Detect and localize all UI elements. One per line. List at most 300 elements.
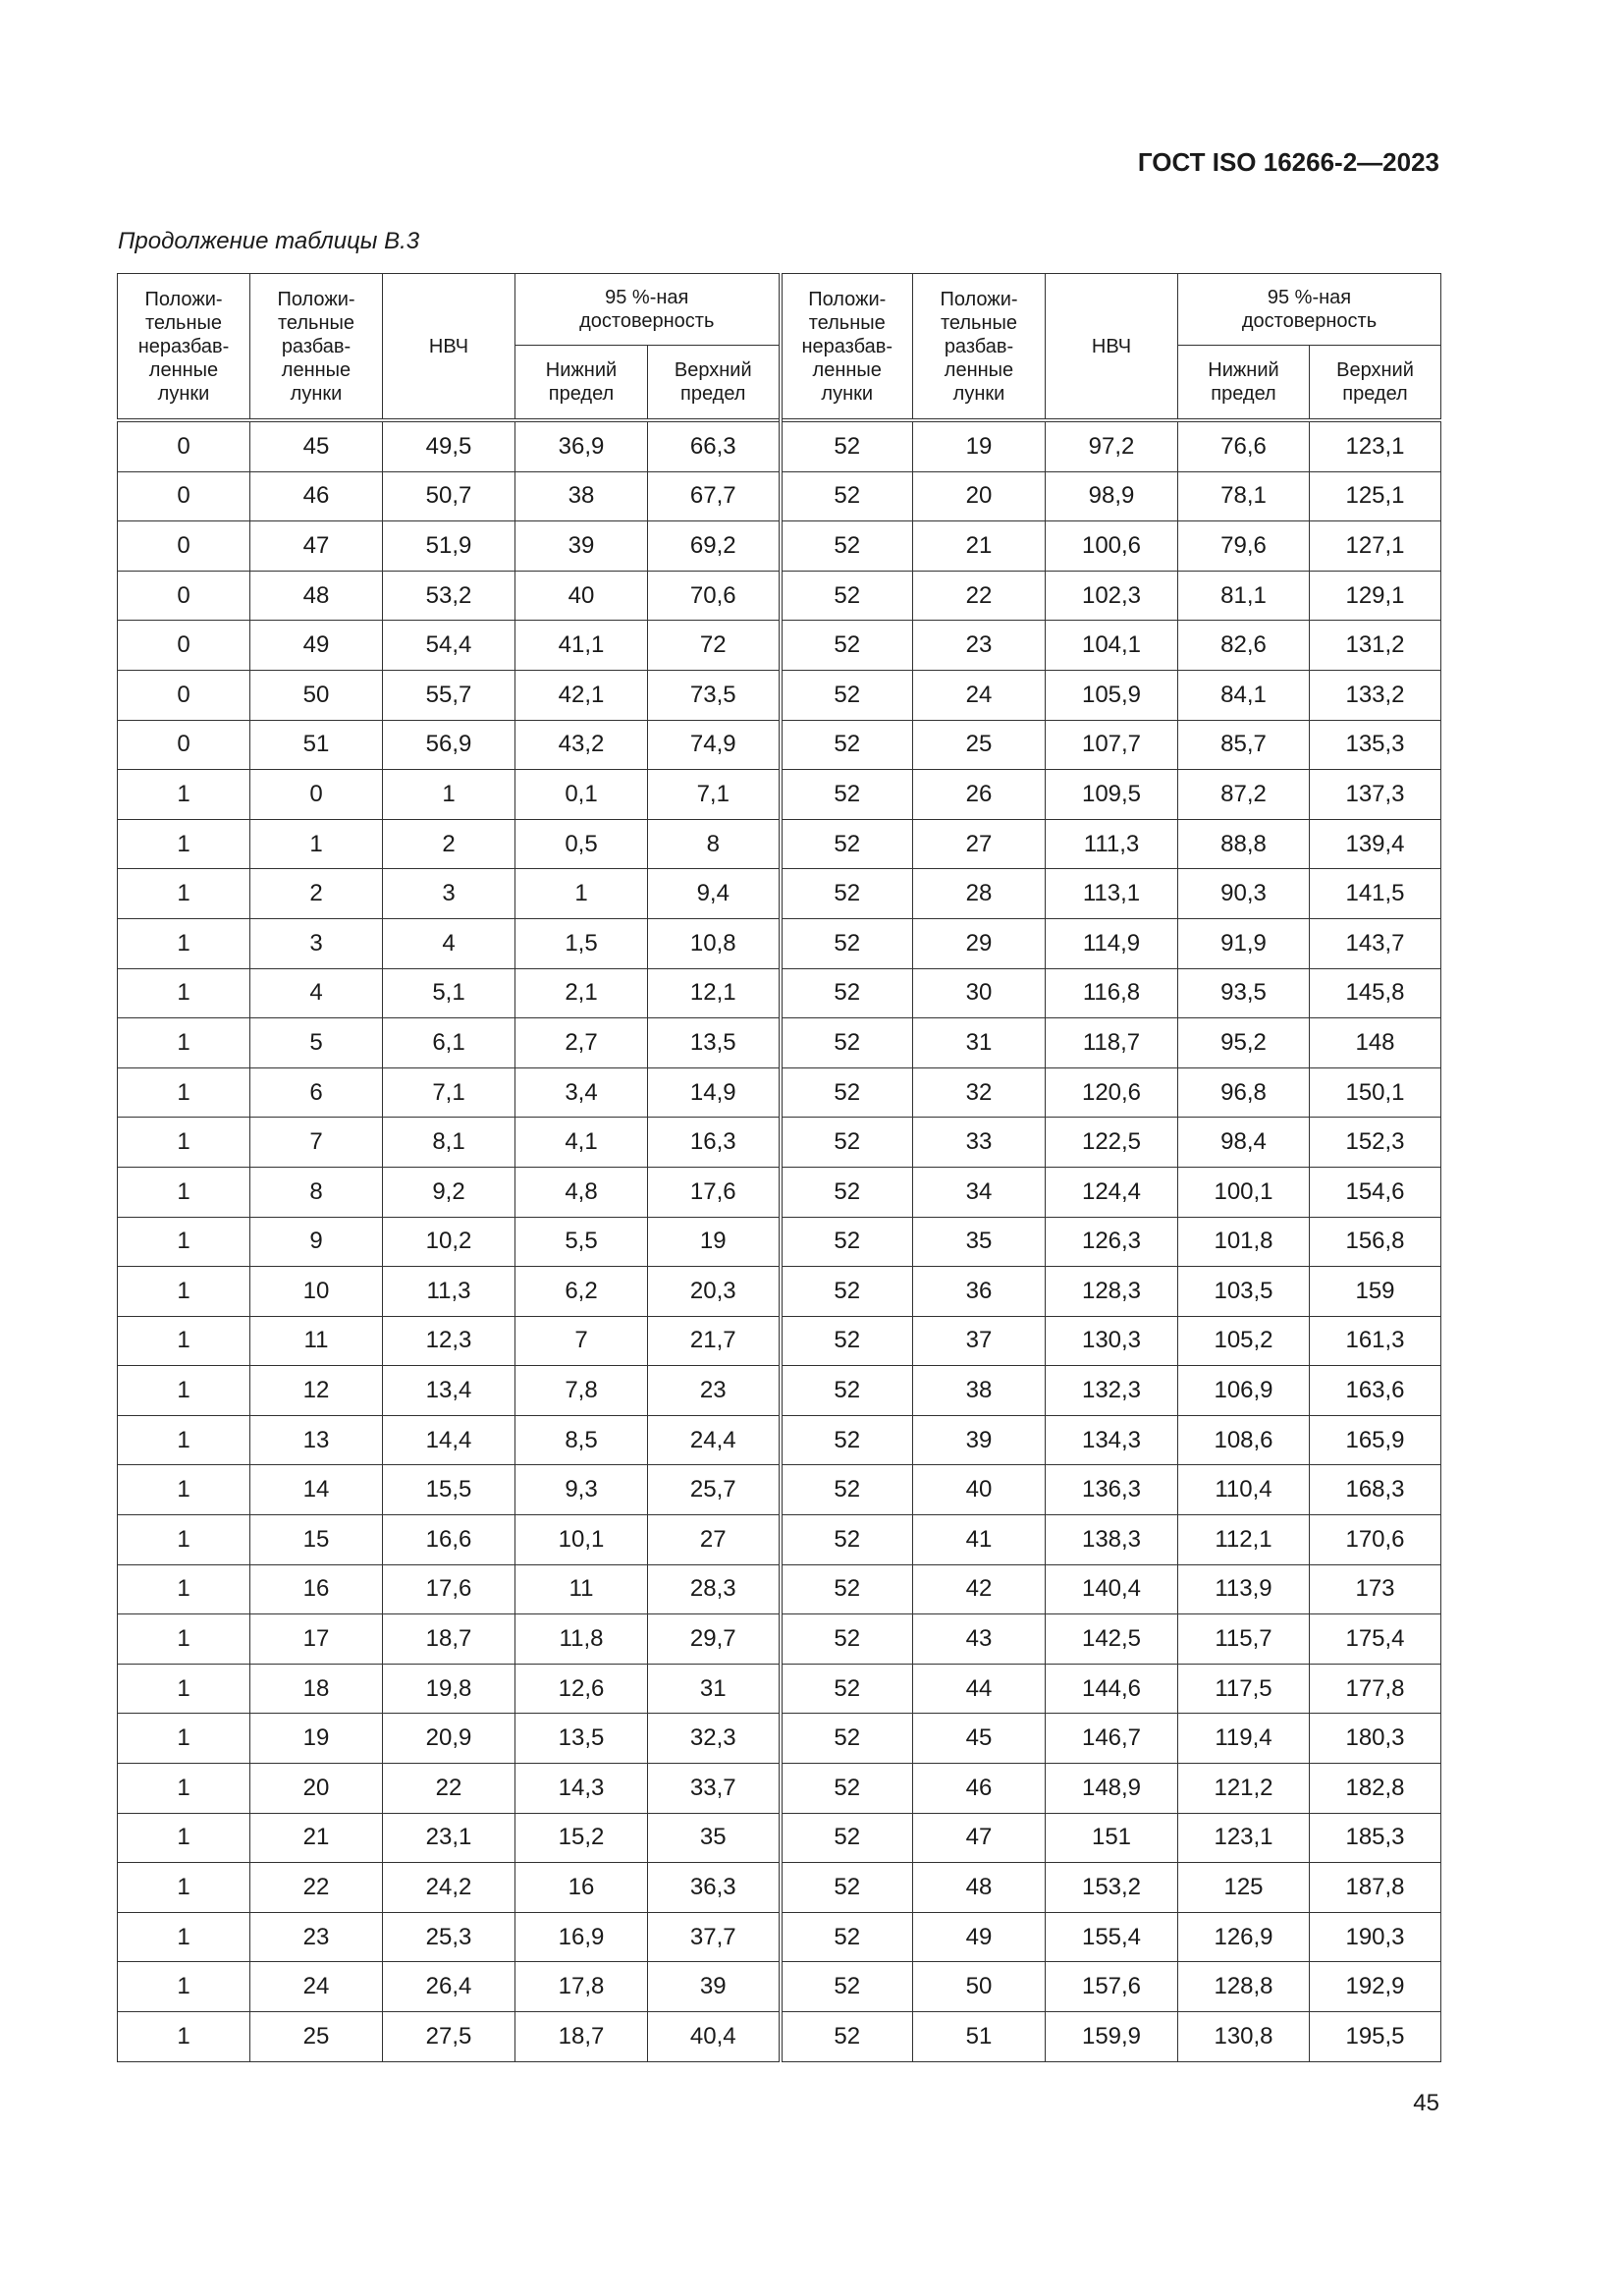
table-cell: 27 — [648, 1515, 781, 1565]
table-cell: 24 — [250, 1962, 383, 2012]
table-cell: 1 — [118, 770, 250, 820]
table-cell: 9,4 — [648, 869, 781, 919]
table-cell: 1 — [118, 1267, 250, 1317]
table-cell: 115,7 — [1178, 1614, 1310, 1665]
table-cell: 1 — [118, 1217, 250, 1267]
table-cell: 3 — [383, 869, 515, 919]
table-cell: 40 — [515, 571, 648, 621]
table-cell: 130,3 — [1046, 1316, 1178, 1366]
table-cell: 23 — [250, 1912, 383, 1962]
table-cell: 17,6 — [648, 1167, 781, 1217]
table-cell: 173 — [1310, 1564, 1441, 1614]
table-cell: 20,9 — [383, 1714, 515, 1764]
table-cell: 32 — [913, 1067, 1046, 1118]
header-label: Нижний предел — [1208, 359, 1279, 405]
table-cell: 1 — [118, 1465, 250, 1515]
table-row — [118, 918, 1441, 968]
table-cell: 37 — [913, 1316, 1046, 1366]
table-cell: 45 — [913, 1714, 1046, 1764]
table-cell: 9,2 — [383, 1167, 515, 1217]
table-cell: 19,8 — [383, 1664, 515, 1714]
table-cell: 5,1 — [383, 968, 515, 1018]
table-cell: 128,3 — [1046, 1267, 1178, 1317]
header-label: 95 %-ная достоверность — [1241, 287, 1378, 332]
table-cell: 52 — [781, 1863, 913, 1913]
table-cell: 52 — [781, 1067, 913, 1118]
mpn-table — [117, 273, 1441, 2062]
table-cell: 90,3 — [1178, 869, 1310, 919]
table-cell: 27,5 — [383, 2012, 515, 2062]
table-cell: 151 — [1046, 1813, 1178, 1863]
table-cell: 22 — [913, 571, 1046, 621]
table-cell: 8 — [648, 819, 781, 869]
table-cell: 1 — [118, 1764, 250, 1814]
table-row — [118, 1018, 1441, 1068]
table-cell: 1 — [118, 1664, 250, 1714]
table-cell: 49 — [250, 621, 383, 671]
table-cell: 8 — [250, 1167, 383, 1217]
table-row — [118, 1067, 1441, 1118]
table-cell: 18,7 — [383, 1614, 515, 1665]
table-row — [118, 521, 1441, 572]
table-cell: 110,4 — [1178, 1465, 1310, 1515]
table-cell: 1 — [118, 1118, 250, 1168]
header-label: Положи- тельные разбав- ленные лунки — [940, 288, 1018, 405]
table-cell: 1 — [515, 869, 648, 919]
table-cell: 1,5 — [515, 918, 648, 968]
table-cell: 27 — [913, 819, 1046, 869]
table-cell: 42 — [913, 1564, 1046, 1614]
table-row — [118, 1714, 1441, 1764]
table-cell: 43,2 — [515, 720, 648, 770]
table-cell: 177,8 — [1310, 1664, 1441, 1714]
table-cell: 100,1 — [1178, 1167, 1310, 1217]
table-row — [118, 1118, 1441, 1168]
table-cell: 52 — [781, 869, 913, 919]
table-cell: 106,9 — [1178, 1366, 1310, 1416]
table-cell: 11,8 — [515, 1614, 648, 1665]
table-cell: 69,2 — [648, 521, 781, 572]
table-cell: 182,8 — [1310, 1764, 1441, 1814]
table-cell: 2,1 — [515, 968, 648, 1018]
table-cell: 4,8 — [515, 1167, 648, 1217]
table-cell: 74,9 — [648, 720, 781, 770]
table-cell: 6,1 — [383, 1018, 515, 1068]
table-cell: 52 — [781, 1564, 913, 1614]
table-cell: 98,9 — [1046, 471, 1178, 521]
table-cell: 52 — [781, 1764, 913, 1814]
table-cell: 52 — [781, 571, 913, 621]
table-row — [118, 2012, 1441, 2062]
table-cell: 16,3 — [648, 1118, 781, 1168]
table-cell: 157,6 — [1046, 1962, 1178, 2012]
table-cell: 32,3 — [648, 1714, 781, 1764]
table-cell: 48 — [913, 1863, 1046, 1913]
table-cell: 19 — [250, 1714, 383, 1764]
table-cell: 123,1 — [1178, 1813, 1310, 1863]
table-row — [118, 1614, 1441, 1665]
table-cell: 124,4 — [1046, 1167, 1178, 1217]
table-cell: 161,3 — [1310, 1316, 1441, 1366]
table-cell: 50 — [250, 670, 383, 720]
table-cell: 2,7 — [515, 1018, 648, 1068]
table-cell: 97,2 — [1046, 420, 1178, 471]
table-cell: 12,3 — [383, 1316, 515, 1366]
table-cell: 129,1 — [1310, 571, 1441, 621]
table-cell: 29 — [913, 918, 1046, 968]
table-cell: 5 — [250, 1018, 383, 1068]
table-row — [118, 1465, 1441, 1515]
table-cell: 16 — [515, 1863, 648, 1913]
table-cell: 105,9 — [1046, 670, 1178, 720]
header-label: НВЧ — [1091, 335, 1132, 357]
table-row — [118, 1564, 1441, 1614]
table-cell: 155,4 — [1046, 1912, 1178, 1962]
page-number: 45 — [1413, 2090, 1439, 2116]
table-cell: 101,8 — [1178, 1217, 1310, 1267]
table-cell: 10,8 — [648, 918, 781, 968]
table-cell: 25 — [913, 720, 1046, 770]
table-cell: 95,2 — [1178, 1018, 1310, 1068]
table-cell: 168,3 — [1310, 1465, 1441, 1515]
table-cell: 4,1 — [515, 1118, 648, 1168]
table-cell: 7,1 — [648, 770, 781, 820]
table-cell: 52 — [781, 720, 913, 770]
table-cell: 1 — [118, 1018, 250, 1068]
table-cell: 40,4 — [648, 2012, 781, 2062]
table-cell: 7,1 — [383, 1067, 515, 1118]
table-row — [118, 471, 1441, 521]
table-cell: 52 — [781, 1664, 913, 1714]
table-cell: 1 — [118, 1813, 250, 1863]
table-cell: 23,1 — [383, 1813, 515, 1863]
table-cell: 163,6 — [1310, 1366, 1441, 1416]
table-row — [118, 1962, 1441, 2012]
table-cell: 0 — [118, 670, 250, 720]
table-cell: 52 — [781, 819, 913, 869]
table-cell: 43 — [913, 1614, 1046, 1665]
table-cell: 1 — [250, 819, 383, 869]
table-cell: 180,3 — [1310, 1714, 1441, 1764]
table-cell: 22 — [383, 1764, 515, 1814]
table-cell: 1 — [118, 1714, 250, 1764]
table-cell: 126,3 — [1046, 1217, 1178, 1267]
table-cell: 137,3 — [1310, 770, 1441, 820]
table-cell: 146,7 — [1046, 1714, 1178, 1764]
table-cell: 10,2 — [383, 1217, 515, 1267]
table-cell: 13,5 — [648, 1018, 781, 1068]
table-cell: 141,5 — [1310, 869, 1441, 919]
table-cell: 23 — [648, 1366, 781, 1416]
table-row — [118, 1813, 1441, 1863]
table-cell: 1 — [118, 1614, 250, 1665]
table-cell: 1 — [118, 869, 250, 919]
table-row — [118, 770, 1441, 820]
table-cell: 144,6 — [1046, 1664, 1178, 1714]
header-positive-undiluted — [118, 274, 250, 421]
table-cell: 66,3 — [648, 420, 781, 471]
table-cell: 133,2 — [1310, 670, 1441, 720]
table-cell: 55,7 — [383, 670, 515, 720]
table-cell: 123,1 — [1310, 420, 1441, 471]
table-cell: 52 — [781, 1316, 913, 1366]
table-cell: 152,3 — [1310, 1118, 1441, 1168]
table-cell: 11,3 — [383, 1267, 515, 1317]
table-cell: 12 — [250, 1366, 383, 1416]
table-cell: 195,5 — [1310, 2012, 1441, 2062]
document-code: ГОСТ ISO 16266-2—2023 — [1137, 147, 1439, 177]
table-cell: 26 — [913, 770, 1046, 820]
table-cell: 56,9 — [383, 720, 515, 770]
table-cell: 52 — [781, 1167, 913, 1217]
table-cell: 67,7 — [648, 471, 781, 521]
table-cell: 45 — [250, 420, 383, 471]
header-confidence — [1178, 274, 1441, 346]
table-cell: 96,8 — [1178, 1067, 1310, 1118]
table-cell: 159 — [1310, 1267, 1441, 1317]
table-cell: 142,5 — [1046, 1614, 1178, 1665]
table-cell: 121,2 — [1178, 1764, 1310, 1814]
table-row — [118, 420, 1441, 471]
header-lower-limit — [1178, 346, 1310, 421]
table-cell: 15,5 — [383, 1465, 515, 1515]
table-cell: 52 — [781, 1118, 913, 1168]
table-cell: 25,7 — [648, 1465, 781, 1515]
table-cell: 3,4 — [515, 1067, 648, 1118]
table-row — [118, 1415, 1441, 1465]
table-cell: 24 — [913, 670, 1046, 720]
table-cell: 0,5 — [515, 819, 648, 869]
table-caption: Продолжение таблицы В.3 — [118, 228, 420, 254]
table-row — [118, 1267, 1441, 1317]
table-cell: 42,1 — [515, 670, 648, 720]
table-cell: 114,9 — [1046, 918, 1178, 968]
table-cell: 38 — [515, 471, 648, 521]
table-cell: 35 — [913, 1217, 1046, 1267]
table-cell: 31 — [648, 1664, 781, 1714]
table-cell: 17,6 — [383, 1564, 515, 1614]
table-cell: 44 — [913, 1664, 1046, 1714]
table-cell: 2 — [383, 819, 515, 869]
table-cell: 154,6 — [1310, 1167, 1441, 1217]
table-cell: 52 — [781, 1515, 913, 1565]
header-positive-undiluted — [781, 274, 913, 421]
table-cell: 118,7 — [1046, 1018, 1178, 1068]
table-cell: 6 — [250, 1067, 383, 1118]
table-row — [118, 670, 1441, 720]
table-cell: 81,1 — [1178, 571, 1310, 621]
table-cell: 15 — [250, 1515, 383, 1565]
table-cell: 72 — [648, 621, 781, 671]
table-cell: 8,1 — [383, 1118, 515, 1168]
table-cell: 52 — [781, 1614, 913, 1665]
table-cell: 39 — [913, 1415, 1046, 1465]
table-cell: 1 — [118, 1912, 250, 1962]
table-cell: 78,1 — [1178, 471, 1310, 521]
table-cell: 25,3 — [383, 1912, 515, 1962]
table-cell: 10,1 — [515, 1515, 648, 1565]
table-cell: 40 — [913, 1465, 1046, 1515]
table-cell: 12,1 — [648, 968, 781, 1018]
table-cell: 76,6 — [1178, 420, 1310, 471]
table-cell: 51,9 — [383, 521, 515, 572]
table-cell: 14,9 — [648, 1067, 781, 1118]
table-cell: 21 — [250, 1813, 383, 1863]
table-cell: 52 — [781, 1366, 913, 1416]
table-cell: 134,3 — [1046, 1415, 1178, 1465]
table-cell: 148 — [1310, 1018, 1441, 1068]
table-cell: 9,3 — [515, 1465, 648, 1515]
header-lower-limit — [515, 346, 648, 421]
table-cell: 107,7 — [1046, 720, 1178, 770]
table-cell: 113,1 — [1046, 869, 1178, 919]
table-cell: 52 — [781, 420, 913, 471]
table-cell: 0 — [118, 720, 250, 770]
table-cell: 28,3 — [648, 1564, 781, 1614]
table-cell: 46 — [913, 1764, 1046, 1814]
table-cell: 127,1 — [1310, 521, 1441, 572]
table-body — [118, 420, 1441, 2061]
table-cell: 52 — [781, 968, 913, 1018]
table-cell: 1 — [118, 2012, 250, 2062]
table-cell: 150,1 — [1310, 1067, 1441, 1118]
table-cell: 14 — [250, 1465, 383, 1515]
table-cell: 1 — [118, 819, 250, 869]
table-cell: 25 — [250, 2012, 383, 2062]
table-row — [118, 1316, 1441, 1366]
table-cell: 30 — [913, 968, 1046, 1018]
table-row — [118, 1912, 1441, 1962]
table-cell: 1 — [118, 1564, 250, 1614]
table-cell: 52 — [781, 471, 913, 521]
table-cell: 130,8 — [1178, 2012, 1310, 2062]
header-upper-limit — [648, 346, 781, 421]
table-cell: 0 — [118, 571, 250, 621]
table-row — [118, 1167, 1441, 1217]
table-cell: 24,4 — [648, 1415, 781, 1465]
table-cell: 36,9 — [515, 420, 648, 471]
table-cell: 54,4 — [383, 621, 515, 671]
header-upper-limit — [1310, 346, 1441, 421]
table-cell: 50,7 — [383, 471, 515, 521]
table-cell: 29,7 — [648, 1614, 781, 1665]
table-cell: 1 — [118, 1415, 250, 1465]
table-cell: 100,6 — [1046, 521, 1178, 572]
table-cell: 14,3 — [515, 1764, 648, 1814]
table-cell: 28 — [913, 869, 1046, 919]
table-cell: 0 — [118, 621, 250, 671]
table-cell: 0,1 — [515, 770, 648, 820]
table-cell: 13,5 — [515, 1714, 648, 1764]
table-cell: 20,3 — [648, 1267, 781, 1317]
table-cell: 19 — [648, 1217, 781, 1267]
table-cell: 33 — [913, 1118, 1046, 1168]
table-cell: 17 — [250, 1614, 383, 1665]
table-cell: 31 — [913, 1018, 1046, 1068]
table-cell: 39 — [515, 521, 648, 572]
table-row — [118, 621, 1441, 671]
table-cell: 14,4 — [383, 1415, 515, 1465]
header-positive-diluted — [913, 274, 1046, 421]
table-row — [118, 1217, 1441, 1267]
table-cell: 190,3 — [1310, 1912, 1441, 1962]
table-cell: 119,4 — [1178, 1714, 1310, 1764]
table-cell: 187,8 — [1310, 1863, 1441, 1913]
table-cell: 7,8 — [515, 1366, 648, 1416]
table-cell: 16 — [250, 1564, 383, 1614]
table-cell: 52 — [781, 1962, 913, 2012]
table-cell: 165,9 — [1310, 1415, 1441, 1465]
table-cell: 103,5 — [1178, 1267, 1310, 1317]
table-cell: 84,1 — [1178, 670, 1310, 720]
table-row — [118, 819, 1441, 869]
table-cell: 125,1 — [1310, 471, 1441, 521]
table-cell: 1 — [118, 1067, 250, 1118]
table-cell: 48 — [250, 571, 383, 621]
table-cell: 139,4 — [1310, 819, 1441, 869]
table-cell: 125 — [1178, 1863, 1310, 1913]
table-cell: 1 — [118, 1167, 250, 1217]
table-cell: 7 — [515, 1316, 648, 1366]
table-cell: 49 — [913, 1912, 1046, 1962]
table-cell: 52 — [781, 521, 913, 572]
table-cell: 79,6 — [1178, 521, 1310, 572]
header-mpn — [1046, 274, 1178, 421]
table-cell: 52 — [781, 1912, 913, 1962]
table-cell: 6,2 — [515, 1267, 648, 1317]
table-cell: 153,2 — [1046, 1863, 1178, 1913]
table-cell: 9 — [250, 1217, 383, 1267]
table-cell: 52 — [781, 1018, 913, 1068]
header-positive-diluted — [250, 274, 383, 421]
table-cell: 18 — [250, 1664, 383, 1714]
table-cell: 170,6 — [1310, 1515, 1441, 1565]
table-cell: 52 — [781, 918, 913, 968]
header-confidence — [515, 274, 781, 346]
table-cell: 0 — [118, 471, 250, 521]
table-cell: 82,6 — [1178, 621, 1310, 671]
header-label: Положи- тельные неразбав- ленные лунки — [137, 288, 230, 405]
table-cell: 18,7 — [515, 2012, 648, 2062]
table-cell: 10 — [250, 1267, 383, 1317]
table-cell: 36 — [913, 1267, 1046, 1317]
table-cell: 5,5 — [515, 1217, 648, 1267]
table-cell: 35 — [648, 1813, 781, 1863]
table-cell: 120,6 — [1046, 1067, 1178, 1118]
table-cell: 1 — [118, 1366, 250, 1416]
table-cell: 73,5 — [648, 670, 781, 720]
table-row — [118, 1863, 1441, 1913]
table-cell: 7 — [250, 1118, 383, 1168]
header-label: Нижний предел — [545, 359, 618, 405]
table-cell: 3 — [250, 918, 383, 968]
table-cell: 136,3 — [1046, 1465, 1178, 1515]
table-cell: 1 — [118, 918, 250, 968]
table-cell: 11 — [250, 1316, 383, 1366]
table-cell: 117,5 — [1178, 1664, 1310, 1714]
table-cell: 2 — [250, 869, 383, 919]
table-cell: 104,1 — [1046, 621, 1178, 671]
header-label: Положи- тельные разбав- ленные лунки — [277, 288, 355, 405]
table-cell: 21 — [913, 521, 1046, 572]
table-cell: 52 — [781, 1714, 913, 1764]
table-cell: 111,3 — [1046, 819, 1178, 869]
table-cell: 102,3 — [1046, 571, 1178, 621]
table-cell: 4 — [383, 918, 515, 968]
table-cell: 116,8 — [1046, 968, 1178, 1018]
table-cell: 126,9 — [1178, 1912, 1310, 1962]
table-cell: 185,3 — [1310, 1813, 1441, 1863]
